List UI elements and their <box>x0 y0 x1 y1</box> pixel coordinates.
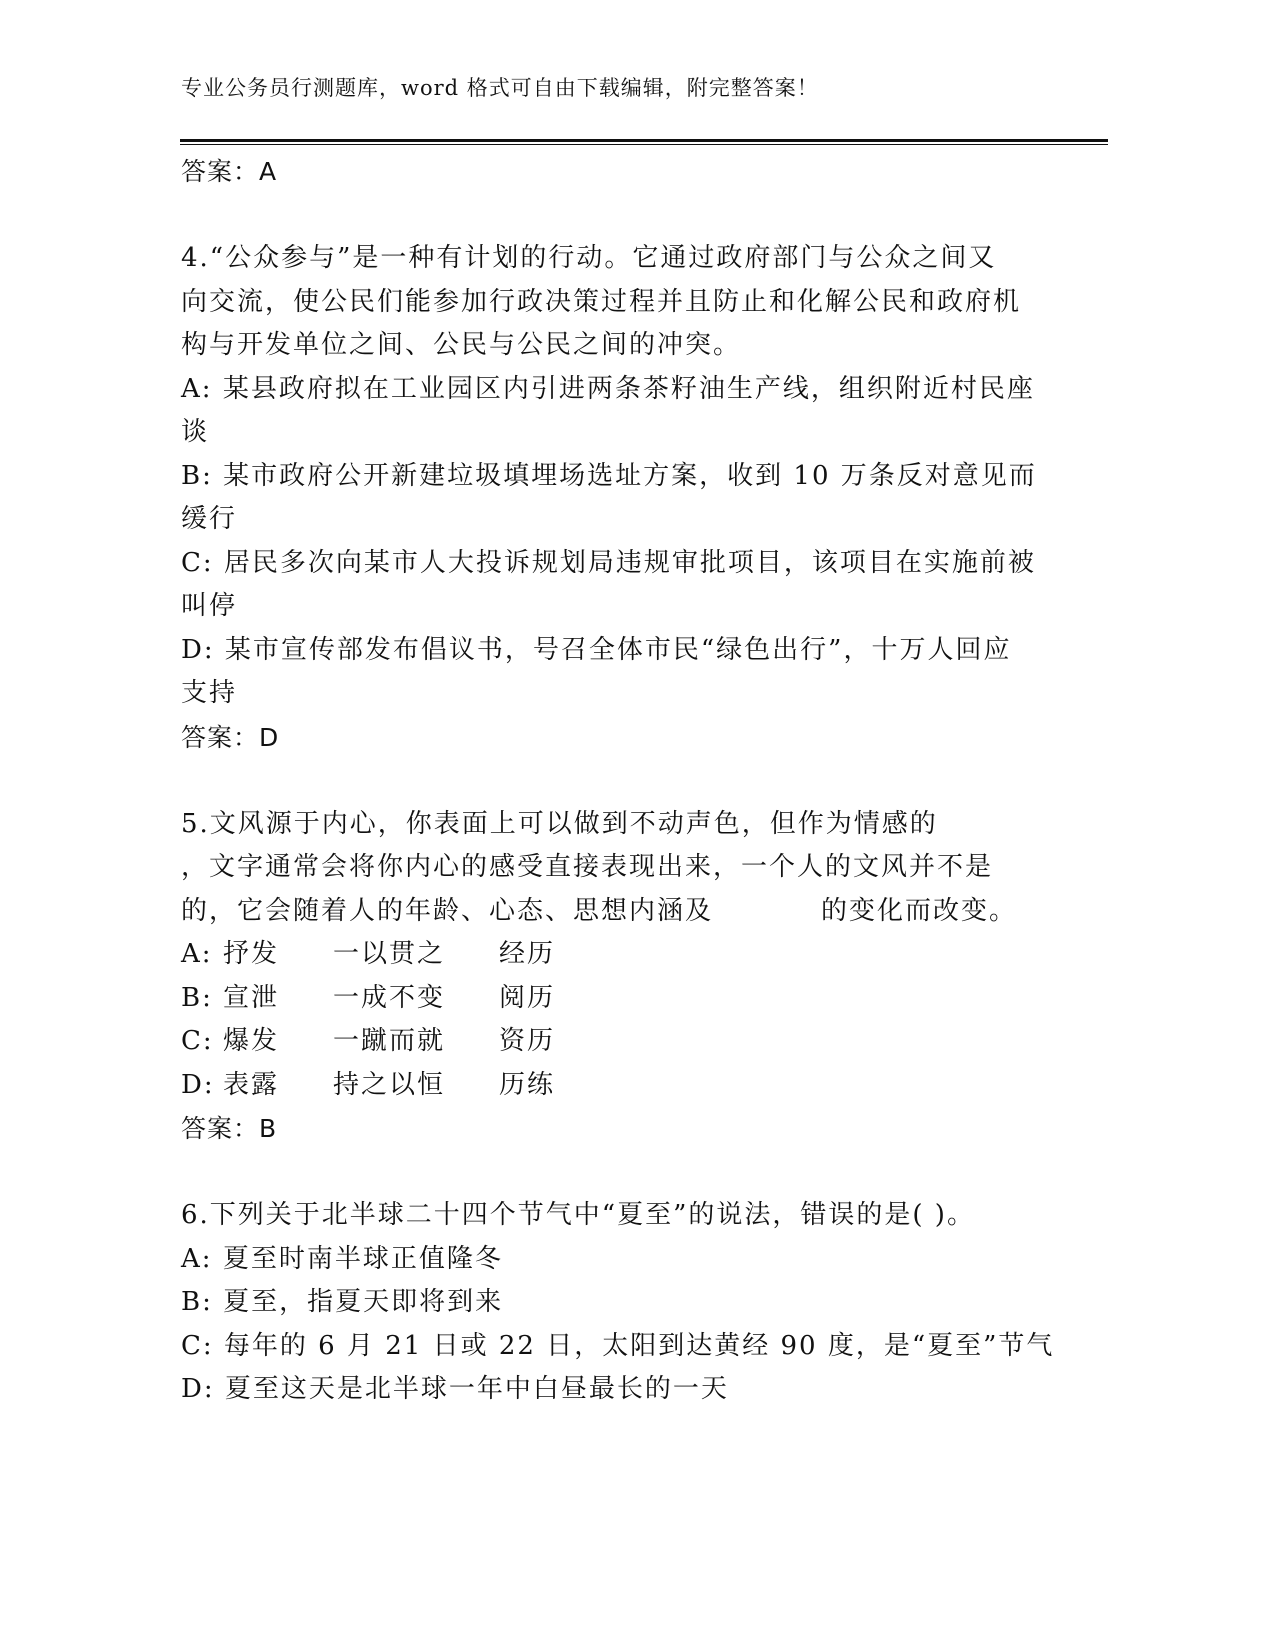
option-b: B: 某市政府公开新建垃圾填埋场选址方案，收到 10 万条反对意见而 <box>181 460 1037 491</box>
option-c: C: 爆发 一蹴而就 资历 <box>181 1026 556 1056</box>
option-c: C: 每年的 6 月 21 日或 22 日，太阳到达黄经 90 度，是“夏至”节气 <box>181 1330 1055 1361</box>
question-stem-line: ，文字通常会将你内心的感受直接表现出来，一个人的文风并不是 <box>181 852 994 882</box>
question-6 <box>181 1194 1055 1412</box>
option-a: A: 某县政府拟在工业园区内引进两条茶籽油生产线，组织附近村民座 <box>181 373 1035 404</box>
spacer <box>181 1151 1041 1195</box>
option-a: A: 夏至时南半球正值隆冬 <box>181 1243 503 1274</box>
option-a: A: 抒发 一以贯之 经历 <box>181 939 556 969</box>
question-stem-line: 的，它会随着人的年龄、心态、思想内涵及 的变化而改变。 <box>181 895 1018 926</box>
question-stem-line: 构与开发单位之间、公民与公民之间的冲突。 <box>181 330 742 360</box>
question-stem-line: 向交流，使公民们能参加行政决策过程并且防止和化解公民和政府机 <box>181 286 1022 317</box>
question-5 <box>181 803 1041 1151</box>
answer-q5: 答案：B <box>181 1114 278 1143</box>
option-a-continued: 谈 <box>181 417 210 447</box>
answer-q4: 答案：D <box>181 722 280 752</box>
option-b: B: 夏至，指夏天即将到来 <box>181 1287 504 1317</box>
question-stem-line: 6.下列关于北半球二十四个节气中“夏至”的说法，错误的是( )。 <box>181 1200 975 1230</box>
spacer <box>181 759 1041 803</box>
option-d: D: 某市宣传部发布倡议书，号召全体市民“绿色出行”，十万人回应 <box>181 634 1012 665</box>
answer-q3: 答案：A <box>181 157 278 186</box>
option-c: C: 居民多次向某市人大投诉规划局违规审批项目，该项目在实施前被 <box>181 547 1036 578</box>
option-b-continued: 缓行 <box>181 504 238 534</box>
spacer <box>181 194 1041 238</box>
option-c-continued: 叫停 <box>181 591 238 621</box>
document-body <box>181 150 1055 1412</box>
question-stem-line: 4.“公众参与”是一种有计划的行动。它通过政府部门与公众之间又 <box>181 243 997 273</box>
option-d: D: 夏至这天是北半球一年中白昼最长的一天 <box>181 1374 729 1404</box>
header-divider <box>180 139 1108 145</box>
option-d: D: 表露 持之以恒 历练 <box>181 1069 556 1100</box>
question-stem-line: 5.文风源于内心，你表面上可以做到不动声色，但作为情感的 <box>181 808 938 839</box>
page-header: 专业公务员行测题库，word 格式可自由下载编辑，附完整答案！ <box>181 76 819 100</box>
question-4 <box>181 237 1041 759</box>
option-d-continued: 支持 <box>181 678 238 708</box>
option-b: B: 宣泄 一成不变 阅历 <box>181 982 556 1013</box>
